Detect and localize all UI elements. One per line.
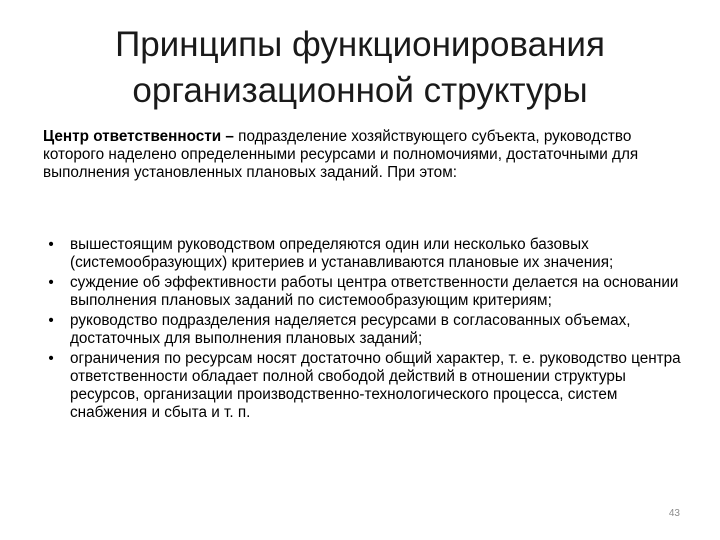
slide-title-line-1: Принципы функционирования — [115, 25, 605, 64]
list-item — [43, 312, 693, 348]
bullet-icon: • — [48, 312, 54, 329]
bullet-icon: • — [48, 236, 54, 253]
bullet-icon: • — [48, 274, 54, 291]
definition-text: подразделение хозяйствующего субъекта, руководство которого наделено определенными ресурсами и полномочиями, достаточными для выполнения установленных плановых заданий. При этом: — [43, 128, 639, 181]
list-item-text: руководство подразделения наделяется ресурсами в согласованных объемах, достаточных для выполнения плановых заданий; — [70, 312, 631, 347]
defined-term: Центр ответственности – — [43, 128, 234, 145]
page-number: 43 — [668, 508, 680, 519]
list-item-text: ограничения по ресурсам носят достаточно общий характер, т. е. руководство центра ответственности обладает полной свободой действий в отношении структуры ресурсов, организации производственно-технологического процесса, систем снабжения и сбыта и т. п. — [70, 350, 681, 421]
list-item — [43, 274, 693, 310]
slide-title — [40, 22, 680, 114]
principles-list — [43, 236, 693, 424]
list-item — [43, 350, 693, 422]
list-item-text: суждение об эффективности работы центра ответственности делается на основании выполнения плановых заданий по системообразующим критериям; — [70, 274, 679, 309]
list-item-text: вышестоящим руководством определяются один или несколько базовых (системообразующих) критериев и устанавливаются плановые их значения; — [70, 236, 614, 271]
list-item — [43, 236, 693, 272]
slide-title-line-2: организационной структуры — [132, 71, 588, 110]
bullet-icon: • — [48, 350, 54, 367]
definition-paragraph — [43, 128, 693, 182]
